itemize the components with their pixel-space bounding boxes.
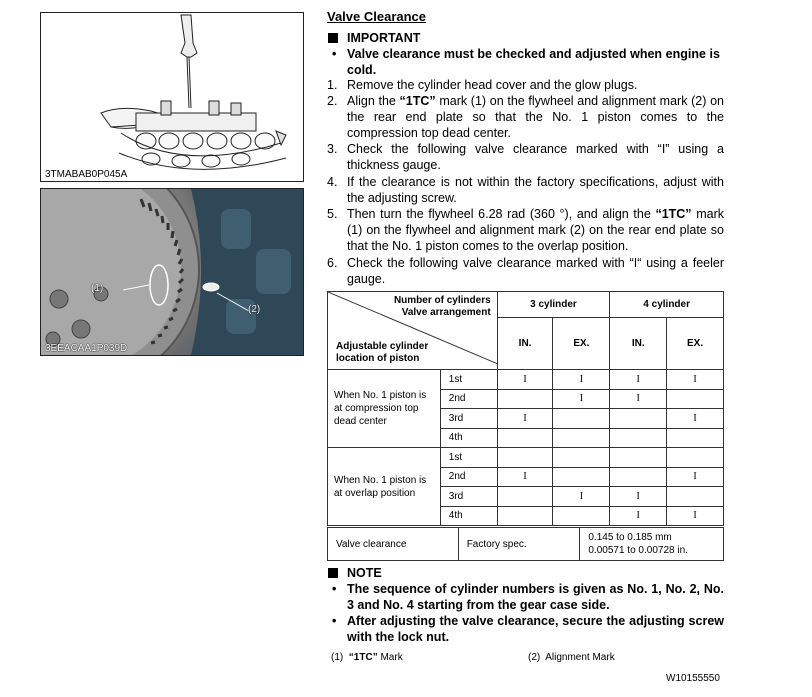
note-bullet-2 [332, 613, 729, 645]
col-header-3cyl: 3 cylinder [497, 292, 610, 318]
mark-cell-c3in [497, 448, 553, 468]
step-number: 6. [327, 256, 338, 270]
mark-cell-c3ex [553, 448, 610, 468]
step-text: Remove the cylinder head cover and the glow plugs. [347, 78, 638, 92]
legend-rest: Mark [377, 652, 403, 663]
mark-cell-c4ex: I [667, 506, 724, 526]
diag-bottom-line1: Adjustable cylinder [336, 341, 429, 352]
cylinder-number: 3rd [440, 487, 497, 507]
note-bullet-1 [332, 581, 729, 613]
bullet-dot: • [332, 47, 337, 61]
important-heading [328, 31, 420, 45]
step-text-bold: “1TC” [399, 94, 436, 108]
mark-cell-c4ex: I [667, 467, 724, 487]
legend-num: (1) [331, 652, 344, 663]
step-text [347, 206, 724, 254]
col-header-in: IN. [497, 318, 553, 370]
step-text: If the clearance is not within the factory specifications, adjust with the adjusting screw. [347, 175, 724, 205]
cylinder-number: 2nd [440, 389, 497, 409]
note-heading [328, 566, 382, 580]
mark-cell-c3ex [553, 467, 610, 487]
diag-top-line1: Number of cylinders [393, 295, 491, 306]
cylinder-number: 4th [440, 506, 497, 526]
bullet-dot: • [332, 582, 337, 596]
important-text: Valve clearance must be checked and adjusted when engine is cold. [347, 47, 720, 77]
mark-cell-c3ex [553, 506, 610, 526]
mark-cell-c4in [610, 409, 667, 429]
important-bullet [332, 46, 729, 78]
step-text-post: mark (1) on the flywheel and alignment mark (2) on the rear end plate so that the No. 1 piston comes to the compression top dead center. [347, 94, 724, 140]
spec-value [580, 528, 724, 561]
mark-cell-c4in: I [610, 487, 667, 507]
cylinder-number: 3rd [440, 409, 497, 429]
spec-value-in: 0.00571 to 0.00728 in. [588, 545, 688, 556]
mark-cell-c3ex: I [553, 487, 610, 507]
mark-cell-c3in [497, 428, 553, 448]
mark-cell-c3ex [553, 428, 610, 448]
step-number: 1. [327, 78, 338, 92]
figure-valve-adjustment [40, 12, 304, 182]
col-header-in: IN. [610, 318, 667, 370]
mark-cell-c4in [610, 448, 667, 468]
step-number: 5. [327, 207, 338, 221]
callout-1: (1) [91, 283, 104, 294]
mark-cell-c4ex [667, 448, 724, 468]
step-number: 4. [327, 175, 338, 189]
square-bullet-icon [328, 568, 338, 578]
mark-cell-c4ex: I [667, 370, 724, 390]
bullet-dot: • [332, 614, 337, 628]
group-compression-top-dead-center: When No. 1 piston is at compression top dead center [328, 370, 441, 448]
valve-adjustment-illustration [41, 13, 303, 181]
mark-cell-c3in [497, 389, 553, 409]
step-text-post: mark (1) on the flywheel and alignment mark (2) on the rear end plate so that the No. 1 piston comes to the overlap position. [347, 207, 724, 253]
mark-cell-c4ex [667, 389, 724, 409]
figure-flywheel [40, 188, 304, 356]
step-text-bold: “1TC” [655, 207, 692, 221]
col-header-4cyl: 4 cylinder [610, 292, 724, 318]
mark-cell-c4in [610, 467, 667, 487]
step-text-pre: Then turn the flywheel 6.28 rad (360 °), and align the [347, 207, 656, 221]
mark-cell-c4in: I [610, 506, 667, 526]
step-text: Check the following valve clearance marked with “I” using a thickness gauge. [347, 142, 724, 172]
spec-value-mm: 0.145 to 0.185 mm [588, 532, 672, 543]
step-number: 3. [327, 142, 338, 156]
section-title: Valve Clearance [327, 9, 427, 24]
spec-table [327, 527, 724, 561]
mark-cell-c3in: I [497, 467, 553, 487]
step-number: 2. [327, 94, 338, 108]
cylinder-number: 4th [440, 428, 497, 448]
legend-item-1 [331, 652, 403, 663]
mark-cell-c3in [497, 506, 553, 526]
mark-cell-c3ex: I [553, 370, 610, 390]
mark-cell-c4ex [667, 487, 724, 507]
diag-top-line2: Valve arrangement [401, 307, 491, 318]
cylinder-number: 2nd [440, 467, 497, 487]
mark-cell-c4ex [667, 428, 724, 448]
group-overlap-position: When No. 1 piston is at overlap position [328, 448, 441, 526]
callout-2: (2) [248, 304, 261, 315]
mark-cell-c3in: I [497, 409, 553, 429]
important-label: IMPORTANT [347, 31, 421, 45]
square-bullet-icon [328, 33, 338, 43]
mark-cell-c3in [497, 487, 553, 507]
cylinder-number: 1st [440, 370, 497, 390]
table-row [328, 370, 724, 390]
mark-cell-c3ex [553, 409, 610, 429]
table-diagonal-header [328, 292, 498, 370]
step-text: Check the following valve clearance marked with “I“ using a feeler gauge. [347, 256, 724, 286]
legend-bold: “1TC” [348, 652, 378, 663]
figure-code: 3TMABAB0P045A [45, 169, 128, 180]
step-text-pre: Align the [347, 94, 400, 108]
flywheel-photo [41, 189, 303, 355]
mark-cell-c4in: I [610, 389, 667, 409]
note-text: The sequence of cylinder numbers is given as No. 1, No. 2, No. 3 and No. 4 starting from the gear case side. [347, 582, 724, 612]
step-text [347, 93, 724, 141]
spec-label: Valve clearance [328, 528, 459, 561]
note-text: After adjusting the valve clearance, secure the adjusting screw with the lock nut. [347, 614, 724, 644]
diag-top [394, 295, 491, 319]
mark-cell-c4in [610, 428, 667, 448]
cylinder-number: 1st [440, 448, 497, 468]
valve-clearance-table [327, 291, 724, 526]
mark-cell-c4ex: I [667, 409, 724, 429]
col-header-ex: EX. [667, 318, 724, 370]
note-label: NOTE [347, 566, 382, 580]
mark-cell-c3ex: I [553, 389, 610, 409]
legend-item-2: (2) Alignment Mark [528, 652, 615, 663]
diag-bottom [336, 341, 428, 365]
table-row [328, 448, 724, 468]
mark-cell-c4in: I [610, 370, 667, 390]
spec-type: Factory spec. [458, 528, 580, 561]
col-header-ex: EX. [553, 318, 610, 370]
diag-bottom-line2: location of piston [336, 353, 420, 364]
figure-code: 3EEACAA1P039D [45, 343, 128, 354]
mark-cell-c3in: I [497, 370, 553, 390]
document-code: W10155550 [666, 673, 720, 684]
